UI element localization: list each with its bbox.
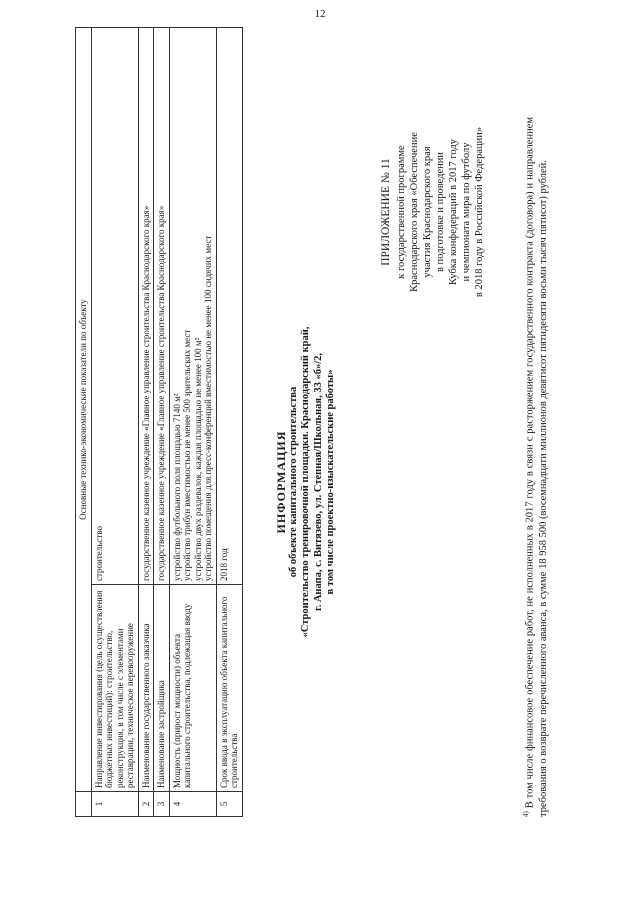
- indicators-table: [75, 27, 243, 817]
- appendix-block: [380, 97, 486, 327]
- info-line: «Строительство тренировочной площадки. Краснодарский край,: [300, 326, 311, 638]
- row-value: государственное казенное учреждение «Главное управление строительства Краснодарского края»: [138, 28, 154, 585]
- value-line: устройство двух раздевалок, каждая площадью не менее 100 м²: [192, 337, 203, 581]
- info-line: в том числе проектно-изыскательские работы»: [325, 369, 336, 595]
- row-number: 1: [91, 792, 138, 817]
- row-number: 4: [169, 792, 216, 817]
- row-value: строительство: [91, 28, 138, 585]
- appendix-line: в 2018 году в Российской Федерации»: [474, 126, 485, 298]
- table-cell: [76, 792, 92, 817]
- row-value: [169, 28, 216, 585]
- rotated-content: [20, 25, 640, 905]
- appendix-line: Кубка конфедераций в 2017 году: [448, 139, 459, 285]
- table-header-row: [76, 28, 92, 817]
- info-line: об объекте капитального строительства: [287, 386, 299, 578]
- table-row: [91, 28, 138, 817]
- appendix-title: ПРИЛОЖЕНИЕ № 11: [380, 158, 392, 266]
- value-line: устройство трибун вместимостью не менее 500 зрительских мест: [182, 329, 192, 581]
- row-name: Наименование государственного заказчика: [138, 585, 154, 792]
- row-number: 5: [216, 792, 242, 817]
- info-heading: [275, 287, 338, 677]
- row-value: 2018 год: [216, 28, 242, 585]
- row-value: государственное казенное учреждение «Главное управление строительства Краснодарского края»: [154, 28, 170, 585]
- footnote-text: В том числе финансовое обеспечение работ, не исполненных в 2017 году в связи с расторжением государственного контракта (договора) и направлением требования о возврате перечисленного аванса, в сумме 18 958 500 (восемнадцати миллионов девятисот пятидесяти восьми тысяч пятисот) рублей.: [524, 116, 549, 817]
- appendix-line: в подготовке и проведении: [435, 151, 446, 273]
- row-name: Мощность (прирост мощности) объекта капитального строительства, подлежащая вводу: [169, 585, 216, 792]
- table-row: [216, 28, 242, 817]
- table-row: [138, 28, 154, 817]
- appendix-line: к государственной программе: [396, 145, 407, 279]
- row-name: Направление инвестирования (цель осуществления бюджетных инвестиций): строительство, реконструкция, в том числе с элементами реставрации, техническое перевооружение: [91, 585, 138, 792]
- appendix-line: и чемпионата мира по футболу: [461, 142, 472, 282]
- footnote: [520, 117, 550, 817]
- value-line: устройство футбольного поля площадью 7140 м²: [171, 393, 182, 581]
- row-name: Наименование застройщика: [154, 585, 170, 792]
- table-header: Основные технико-экономические показатели по объекту: [76, 28, 92, 792]
- appendix-line: участия Краснодарского края: [422, 146, 433, 278]
- page-number: 12: [314, 8, 326, 20]
- info-line: г. Анапа, с. Витязево, ул. Степная/Школьная, 33 «б»/2,: [312, 353, 324, 612]
- row-name: Срок ввода в эксплуатацию объекта капитального строительства: [216, 585, 242, 792]
- row-number: 2: [138, 792, 154, 817]
- value-line: устройство помещения для пресс-конференций вместимостью не менее 100 сидячих мест: [203, 235, 213, 581]
- footnote-marker: 4): [522, 811, 530, 817]
- table-row: [154, 28, 170, 817]
- table-row: [169, 28, 216, 817]
- row-number: 3: [154, 792, 170, 817]
- info-title: ИНФОРМАЦИЯ: [274, 430, 288, 534]
- appendix-line: Краснодарского края «Обеспечение: [409, 132, 420, 292]
- rotated-inner: [20, 27, 640, 887]
